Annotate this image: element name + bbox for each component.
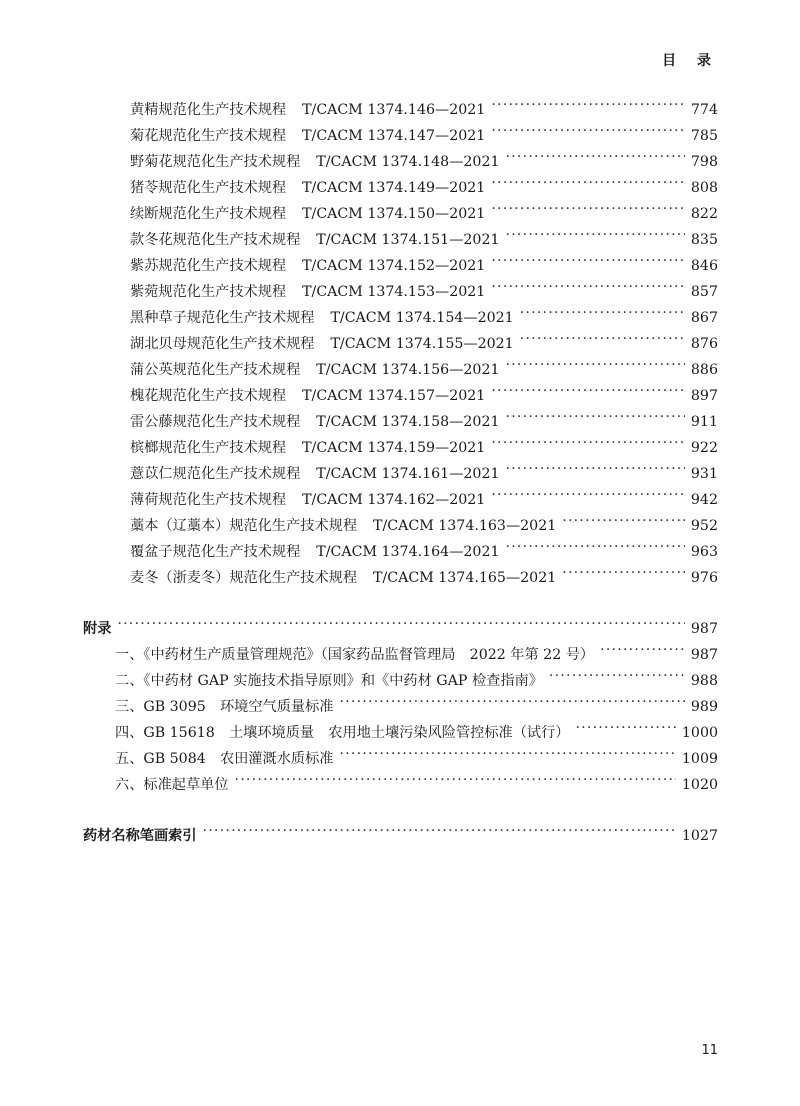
toc-entry-code: T/CACM 1374.153—2021 [302,284,486,300]
toc-entry-title: 槟榔规范化生产技术规程 [130,440,287,456]
leader-dots [491,382,685,400]
leader-dots [506,356,685,374]
toc-entry-page: 963 [690,544,718,560]
toc-entry-page: 857 [690,284,718,300]
toc-entry-title: 款冬花规范化生产技术规程 [130,232,301,248]
appendix-item-title: 五、GB 5084 农田灌溉水质标准 [115,751,334,767]
appendix-item-title: 六、标准起草单位 [115,777,229,793]
leader-dots [491,200,685,218]
toc-entry-title: 薏苡仁规范化生产技术规程 [130,466,301,482]
toc-entry[interactable] [130,486,718,509]
toc-entry-page: 911 [690,414,718,430]
toc-entry-page: 774 [690,102,718,118]
toc-entry[interactable] [130,200,718,223]
appendix-item-title: 一、《中药材生产质量管理规范》（国家药品监督管理局 2022 年第 22 号） [115,647,595,663]
leader-dots [491,278,685,296]
page-number: 11 [701,1043,718,1058]
toc-entry-page: 822 [690,206,718,222]
toc-entry-page: 876 [690,336,718,352]
toc-entry-code: T/CACM 1374.155—2021 [330,336,514,352]
toc-entry-code: T/CACM 1374.158—2021 [316,414,500,430]
toc-entry-code: T/CACM 1374.148—2021 [316,154,500,170]
toc-entry[interactable] [130,304,718,327]
leader-dots [491,122,685,140]
appendix-item-page: 1000 [681,725,718,741]
toc-entry[interactable] [130,174,718,197]
toc-entry-title: 覆盆子规范化生产技术规程 [130,544,301,560]
toc-entry-title: 湖北贝母规范化生产技术规程 [130,336,315,352]
leader-dots [575,719,675,737]
leader-dots [491,486,685,504]
toc-entry-page: 808 [690,180,718,196]
appendix-item[interactable] [115,771,718,794]
appendix-item-page: 989 [690,699,718,715]
toc-entry-code: T/CACM 1374.147—2021 [302,128,486,144]
leader-dots [549,667,685,685]
appendix-page: 987 [690,621,718,637]
toc-entry-title: 紫苏规范化生产技术规程 [130,258,287,274]
toc-entry[interactable] [130,278,718,301]
appendix-item-page: 1020 [681,777,718,793]
toc-entry-code: T/CACM 1374.149—2021 [302,180,486,196]
appendix-item[interactable] [115,693,718,716]
toc-entry-page: 886 [690,362,718,378]
toc-entry[interactable] [130,148,718,171]
toc-entry-title: 菊花规范化生产技术规程 [130,128,287,144]
toc-entry-title: 黑种草子规范化生产技术规程 [130,310,315,326]
toc-entry[interactable] [130,252,718,275]
index-page: 1027 [681,828,718,844]
leader-dots [562,564,685,582]
toc-entry-title: 野菊花规范化生产技术规程 [130,154,301,170]
toc-entry[interactable] [130,512,718,535]
leader-dots [339,745,675,763]
toc-entry-title: 槐花规范化生产技术规程 [130,388,287,404]
toc-entry-title: 麦冬（浙麦冬）规范化生产技术规程 [130,570,358,586]
toc-entry-page: 922 [690,440,718,456]
toc-entry-code: T/CACM 1374.146—2021 [302,102,486,118]
appendix-item[interactable] [115,667,718,690]
toc-entry-code: T/CACM 1374.164—2021 [316,544,500,560]
appendix-item-page: 988 [690,673,718,689]
leader-dots [506,148,685,166]
toc-entry[interactable] [130,564,718,587]
toc-entry[interactable] [130,226,718,249]
leader-dots [520,330,685,348]
appendix-item-title: 二、《中药材 GAP 实施技术指导原则》和《中药材 GAP 检查指南》 [115,673,543,689]
toc-entry-page: 798 [690,154,718,170]
appendix-item-title: 三、GB 3095 环境空气质量标准 [115,699,334,715]
appendix-item[interactable] [115,719,718,742]
toc-entry[interactable] [130,122,718,145]
toc-entry-page: 785 [690,128,718,144]
index-heading[interactable] [83,822,718,845]
toc-entry-title: 紫菀规范化生产技术规程 [130,284,287,300]
toc-entry[interactable] [130,408,718,431]
toc-entry-code: T/CACM 1374.162—2021 [302,492,486,508]
toc-entry-page: 846 [690,258,718,274]
toc-entry-code: T/CACM 1374.161—2021 [316,466,500,482]
toc-entry[interactable] [130,538,718,561]
appendix-item-page: 1009 [681,751,718,767]
toc-entry-title: 猪苓规范化生产技术规程 [130,180,287,196]
leader-dots [520,304,685,322]
appendix-heading[interactable] [83,615,718,638]
toc-entry-title: 蒲公英规范化生产技术规程 [130,362,301,378]
leader-dots [506,408,685,426]
toc-entry-title: 黄精规范化生产技术规程 [130,102,287,118]
leader-dots [600,641,685,659]
toc-entry-page: 835 [690,232,718,248]
toc-entry-page: 952 [690,518,718,534]
appendix-item[interactable] [115,641,718,664]
page-header-title: 目 录 [662,53,719,69]
toc-entry-title: 雷公藤规范化生产技术规程 [130,414,301,430]
leader-dots [506,460,685,478]
toc-entry[interactable] [130,434,718,457]
leader-dots [339,693,684,711]
toc-entry-code: T/CACM 1374.151—2021 [316,232,500,248]
appendix-item-page: 987 [690,647,718,663]
toc-entry-code: T/CACM 1374.156—2021 [316,362,500,378]
toc-entry-page: 976 [690,570,718,586]
leader-dots [506,538,685,556]
toc-entry-title: 藁本（辽藁本）规范化生产技术规程 [130,518,358,534]
toc-entry-code: T/CACM 1374.163—2021 [373,518,557,534]
toc-entry-page: 931 [690,466,718,482]
toc-entry-code: T/CACM 1374.159—2021 [302,440,486,456]
leader-dots [235,771,676,789]
leader-dots [203,822,676,840]
toc-entry[interactable] [130,96,718,119]
toc-entry-code: T/CACM 1374.165—2021 [373,570,557,586]
index-title: 药材名称笔画索引 [83,828,197,844]
toc-entry-page: 867 [690,310,718,326]
appendix-item-title: 四、GB 15618 土壤环境质量 农用地土壤污染风险管控标准（试行） [115,725,570,741]
toc-entry-code: T/CACM 1374.152—2021 [302,258,486,274]
leader-dots [491,434,685,452]
toc-entry-code: T/CACM 1374.157—2021 [302,388,486,404]
appendix-item[interactable] [115,745,718,768]
leader-dots [562,512,685,530]
leader-dots [491,96,685,114]
leader-dots [117,615,685,633]
toc-entry-page: 942 [690,492,718,508]
toc-entry-code: T/CACM 1374.154—2021 [330,310,514,326]
leader-dots [506,226,685,244]
appendix-title: 附录 [83,621,112,637]
toc-entry[interactable] [130,460,718,483]
toc-entry-page: 897 [690,388,718,404]
toc-entry-title: 续断规范化生产技术规程 [130,206,287,222]
toc-entry[interactable] [130,330,718,353]
leader-dots [491,174,685,192]
toc-entry[interactable] [130,356,718,379]
toc-entry-code: T/CACM 1374.150—2021 [302,206,486,222]
toc-entry-title: 薄荷规范化生产技术规程 [130,492,287,508]
toc-entry[interactable] [130,382,718,405]
leader-dots [491,252,685,270]
